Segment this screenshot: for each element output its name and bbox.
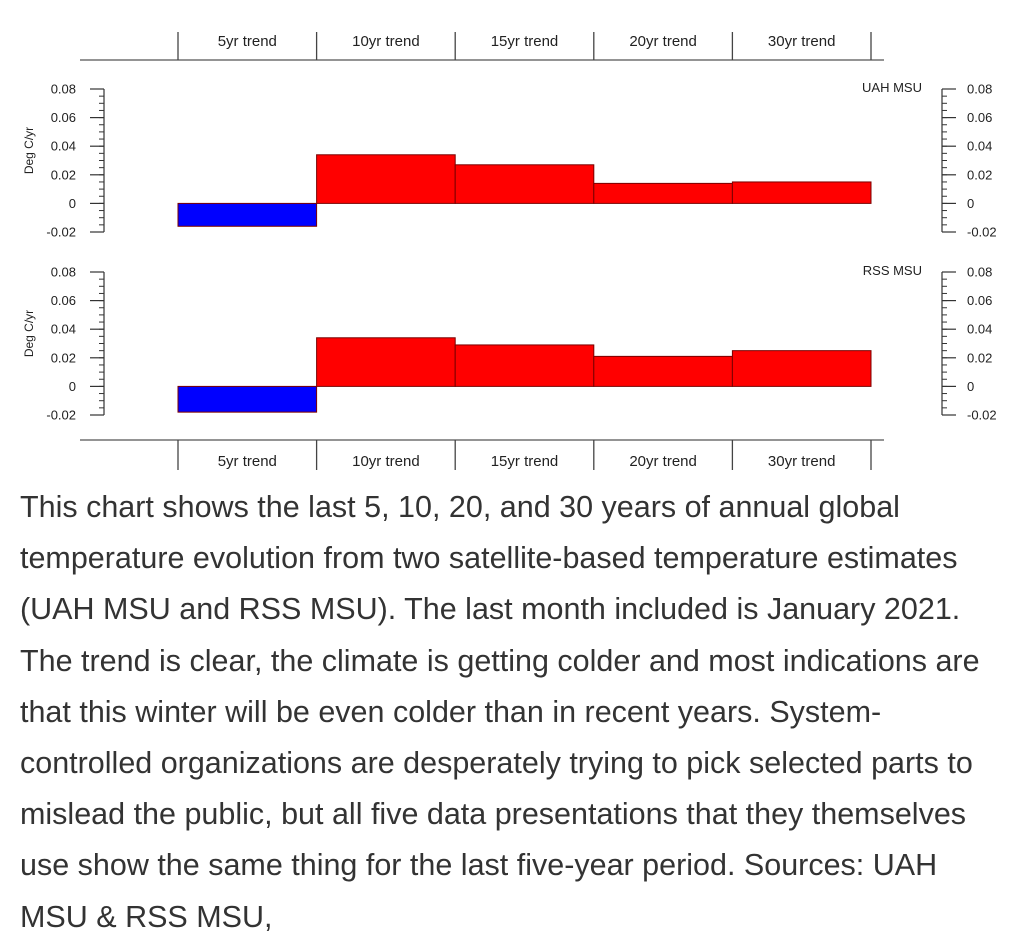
left-tick-label: 0.04 (50, 138, 76, 154)
bottom-trend-label: 5yr trend (217, 453, 277, 470)
right-tick-label: 0.02 (967, 167, 993, 183)
left-tick-label: 0.04 (50, 321, 76, 337)
bar-3 (455, 345, 594, 386)
y-axis-title: Deg C/yr (22, 126, 36, 175)
rss-msu-panel (22, 263, 997, 423)
bar-4 (594, 183, 733, 203)
left-tick-label: 0.02 (50, 167, 76, 183)
right-tick-label: 0 (967, 195, 975, 211)
bottom-trend-label: 20yr trend (629, 453, 697, 470)
right-tick-label: 0.06 (967, 293, 993, 309)
panel-label: UAH MSU (862, 80, 922, 95)
right-tick-label: -0.02 (967, 407, 997, 423)
left-tick-label: 0.08 (50, 81, 76, 97)
top-trend-label: 10yr trend (352, 33, 420, 50)
top-trend-label: 30yr trend (767, 33, 836, 50)
bar-4 (594, 356, 733, 386)
right-tick-label: 0.02 (967, 350, 993, 366)
chart-caption: This chart shows the last 5, 10, 20, and 30 years of annual global temperature evolution from two satellite-based temperature estimates (UAH MSU and RSS MSU). The last month included is January 2021. The trend is clear, the climate is getting colder and most indications are that this winter will be even colder than in recent years. System-controlled organizations are desperately trying to pick selected parts to mislead the public, but all five data presentations that they themselves use show the same thing for the last five-year period. Sources: UAH MSU & RSS MSU, (20, 490, 980, 934)
bottom-trend-label: 15yr trend (490, 453, 559, 470)
bar-2 (317, 338, 456, 387)
bar-3 (455, 165, 594, 204)
left-tick-label: 0.08 (50, 264, 76, 280)
bar-1 (178, 203, 317, 226)
bottom-trend-label-strip (80, 440, 884, 470)
right-tick-label: 0.08 (967, 264, 993, 280)
left-tick-label: 0.06 (50, 293, 76, 309)
left-tick-label: -0.02 (46, 407, 76, 423)
left-tick-label: 0.06 (50, 110, 76, 126)
top-trend-label: 5yr trend (217, 33, 277, 50)
bar-5 (732, 182, 871, 203)
uah-msu-panel (22, 80, 997, 240)
right-tick-label: 0.04 (967, 321, 993, 337)
left-tick-label: 0.02 (50, 350, 76, 366)
right-tick-label: -0.02 (967, 224, 997, 240)
top-trend-label: 15yr trend (490, 33, 559, 50)
right-tick-label: 0.04 (967, 138, 993, 154)
bar-2 (317, 155, 456, 204)
left-tick-label: 0 (68, 378, 76, 394)
right-tick-label: 0.08 (967, 81, 993, 97)
left-tick-label: 0 (68, 195, 76, 211)
bar-5 (732, 351, 871, 387)
panel-label: RSS MSU (862, 263, 922, 278)
right-tick-label: 0.06 (967, 110, 993, 126)
bottom-trend-label: 30yr trend (767, 453, 836, 470)
top-trend-label-strip (80, 32, 884, 60)
right-tick-label: 0 (967, 378, 975, 394)
left-tick-label: -0.02 (46, 224, 76, 240)
y-axis-title: Deg C/yr (22, 309, 36, 358)
bar-1 (178, 386, 317, 412)
top-trend-label: 20yr trend (629, 33, 697, 50)
bottom-trend-label: 10yr trend (352, 453, 420, 470)
